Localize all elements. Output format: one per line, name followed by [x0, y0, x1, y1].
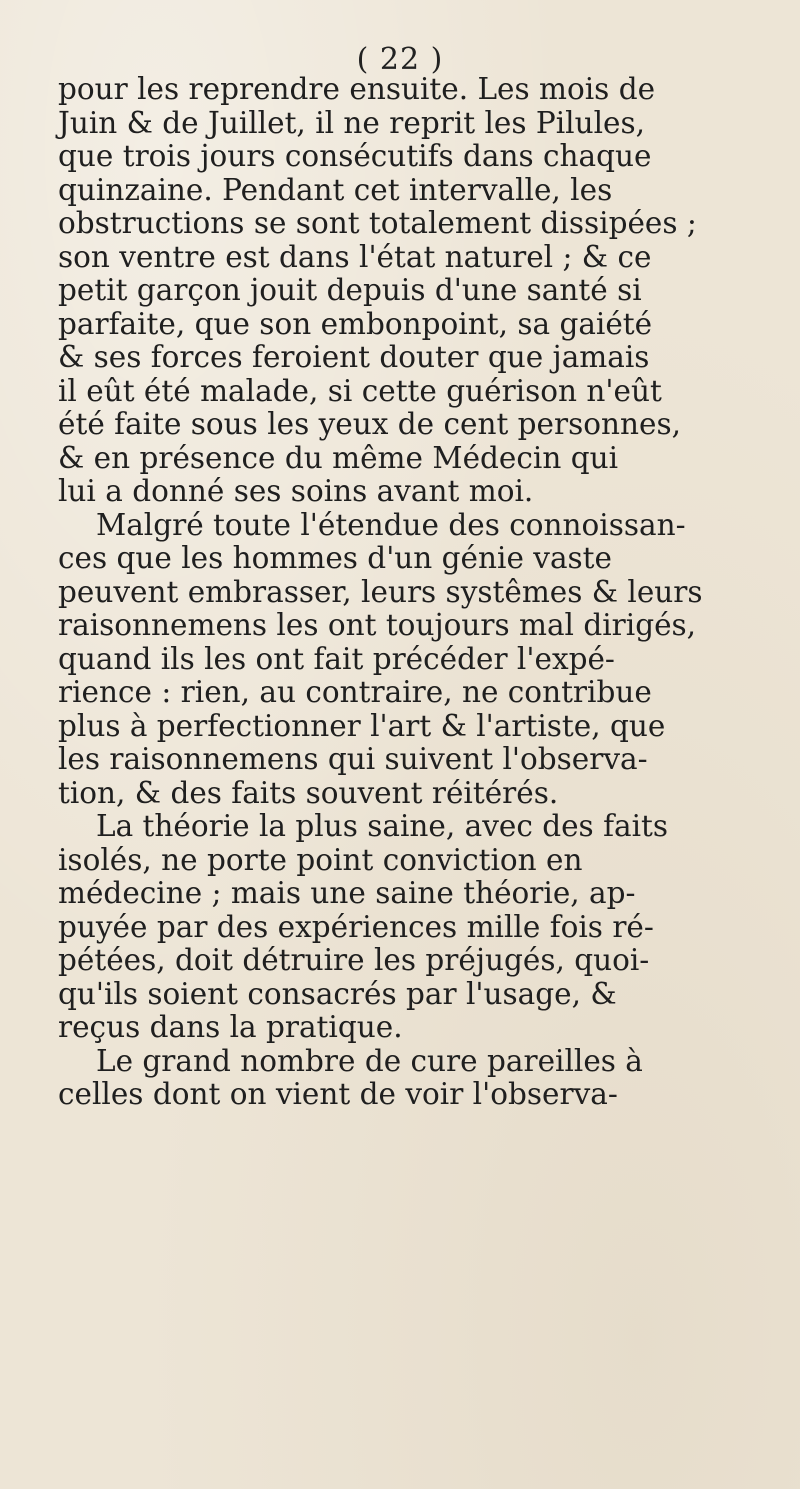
text-line: parfaite, que son embonpoint, sa gaiété: [58, 306, 653, 341]
text-line: pour les reprendre ensuite. Les mois de: [58, 72, 656, 106]
text-line: obstructions se sont totalement dissipées ;: [58, 206, 697, 240]
text-line: qu'ils soient consacrés par l'usage, &: [58, 976, 617, 1011]
text-line: pétées, doit détruire les préjugés, quoi-: [58, 943, 650, 977]
text-line: isolés, ne porte point conviction en: [58, 842, 583, 877]
text-line: lui a donné ses soins avant moi.: [58, 474, 534, 508]
text-line: raisonnemens les ont toujours mal dirigés,: [58, 608, 697, 642]
text-line: médecine ; mais une saine théorie, ap-: [58, 876, 636, 910]
text-line: été faite sous les yeux de cent personnes,: [58, 407, 681, 441]
text-line: & ses forces feroient douter que jamais: [58, 340, 650, 374]
text-line: les raisonnemens qui suivent l'observa-: [58, 742, 648, 776]
text-line: & en présence du même Médecin qui: [58, 440, 619, 475]
body-text: [58, 73, 786, 1112]
text-line: quinzaine. Pendant cet intervalle, les: [58, 172, 613, 207]
text-line: Juin & de Juillet, il ne reprit les Pilules,: [58, 105, 646, 140]
text-line: tion, & des faits souvent réitérés.: [58, 775, 559, 810]
page-number-header: ( 22 ): [356, 42, 444, 77]
text-line: quand ils les ont fait précéder l'expé-: [58, 641, 615, 676]
text-line: reçus dans la pratique.: [58, 1010, 403, 1044]
paragraph-start-line: Malgré toute l'étendue des connoissan-: [96, 507, 686, 542]
text-line: plus à perfectionner l'art & l'artiste, que: [58, 708, 666, 743]
text-line: petit garçon jouit depuis d'une santé si: [58, 273, 642, 307]
text-line: que trois jours consécutifs dans chaque: [58, 139, 652, 173]
text-line: il eût été malade, si cette guérison n'eût: [58, 373, 662, 408]
paragraph-start-line: La théorie la plus saine, avec des faits: [96, 809, 669, 843]
text-line: ces que les hommes d'un génie vaste: [58, 541, 612, 575]
text-line: puyée par des expériences mille fois ré-: [58, 909, 654, 944]
paragraph-start-line: Le grand nombre de cure pareilles à: [96, 1043, 643, 1078]
text-line: rience : rien, au contraire, ne contribue: [58, 675, 652, 709]
text-line: peuvent embrasser, leurs systêmes & leurs: [58, 574, 703, 609]
text-line: son ventre est dans l'état naturel ; & ce: [58, 239, 652, 274]
text-line: celles dont on vient de voir l'observa-: [58, 1077, 618, 1111]
